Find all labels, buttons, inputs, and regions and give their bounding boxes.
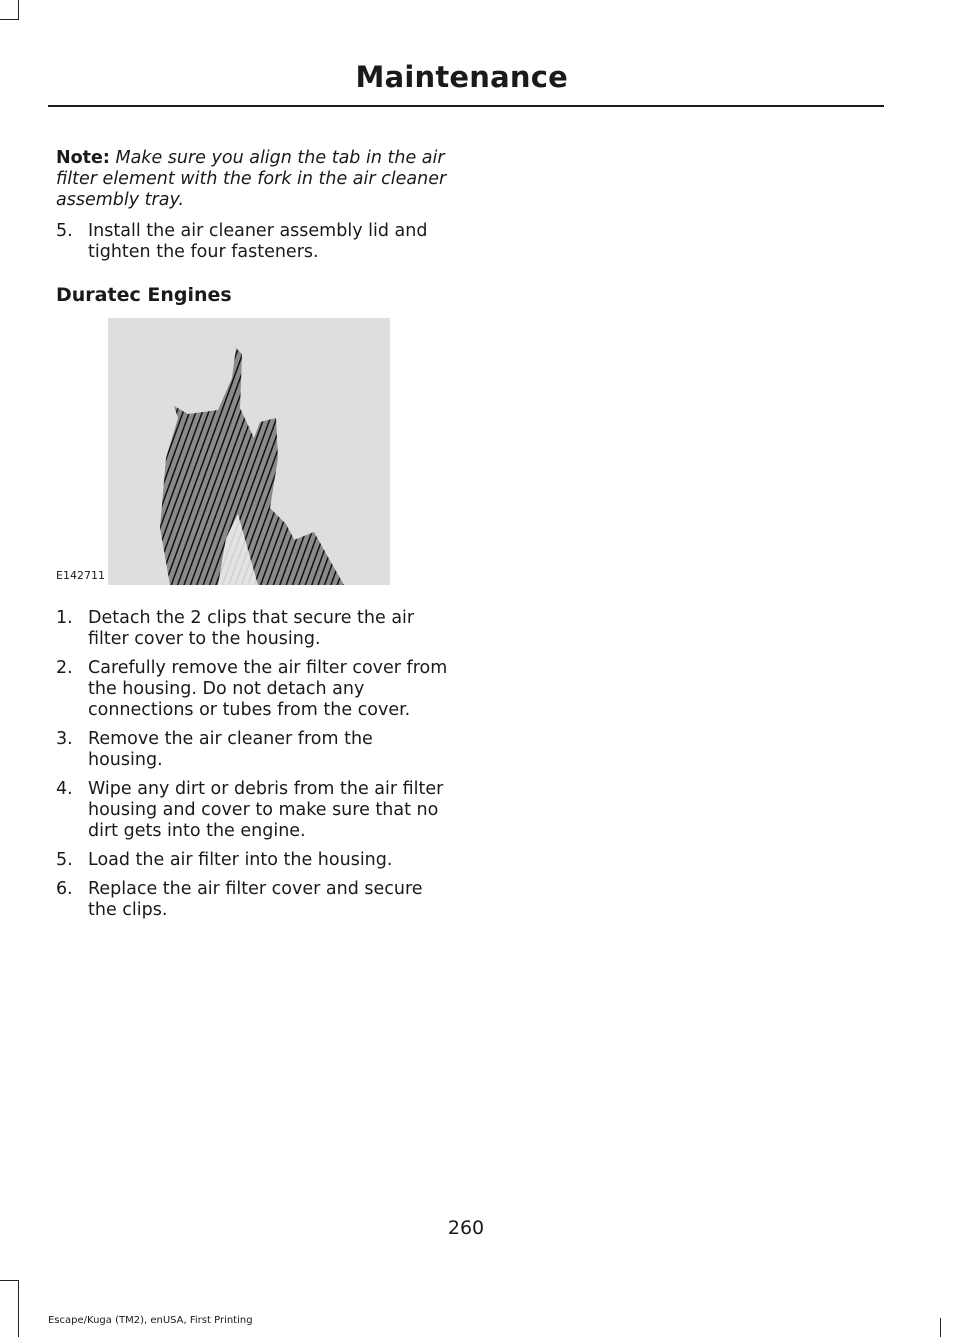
page-title: Maintenance [355,60,568,94]
steps-list [56,608,448,921]
list-item [56,221,448,263]
intro-steps [56,221,448,263]
figure-label: E142711 [56,569,105,582]
step-number: 3. [56,729,73,749]
step-number: 4. [56,779,73,799]
step-text: Load the air filter into the housing. [88,850,393,870]
crop-mark-top-left-h [0,19,19,20]
crop-mark-bottom-left-v [18,1280,19,1337]
page-number: 260 [447,1217,485,1239]
note-label: Note: [56,148,110,168]
step-number: 5. [56,850,73,870]
list-item [56,729,448,771]
step-number: 6. [56,879,73,899]
figure [56,318,448,588]
crop-mark-bottom-left-h [0,1280,19,1281]
footer-text: Escape/Kuga (TM2), enUSA, First Printing [48,1315,253,1326]
step-number: 5. [56,221,73,241]
header-divider [48,105,884,107]
crop-mark-top-left-v [18,0,19,20]
step-text: Detach the 2 clips that secure the air filter cover to the housing. [88,608,415,649]
list-item [56,608,448,650]
step-number: 2. [56,658,73,678]
list-item [56,779,448,842]
step-text: Wipe any dirt or debris from the air filter housing and cover to make sure that no dirt gets into the engine. [88,779,444,841]
step-text: Carefully remove the air filter cover from the housing. Do not detach any connections or tubes from the cover. [88,658,448,720]
note-text: Make sure you align the tab in the air filter element with the fork in the air cleaner assembly tray. [56,148,447,210]
list-item [56,879,448,921]
section-heading: Duratec Engines [56,284,232,306]
air-filter-illustration [108,318,390,585]
step-text: Remove the air cleaner from the housing. [88,729,373,770]
list-item [56,850,448,871]
crop-mark-bottom-right-v [940,1318,941,1337]
note [56,148,448,211]
step-text: Replace the air filter cover and secure the clips. [88,879,423,920]
step-text: Install the air cleaner assembly lid and tighten the four fasteners. [88,221,428,262]
content-column [56,148,448,929]
step-number: 1. [56,608,73,628]
list-item [56,658,448,721]
